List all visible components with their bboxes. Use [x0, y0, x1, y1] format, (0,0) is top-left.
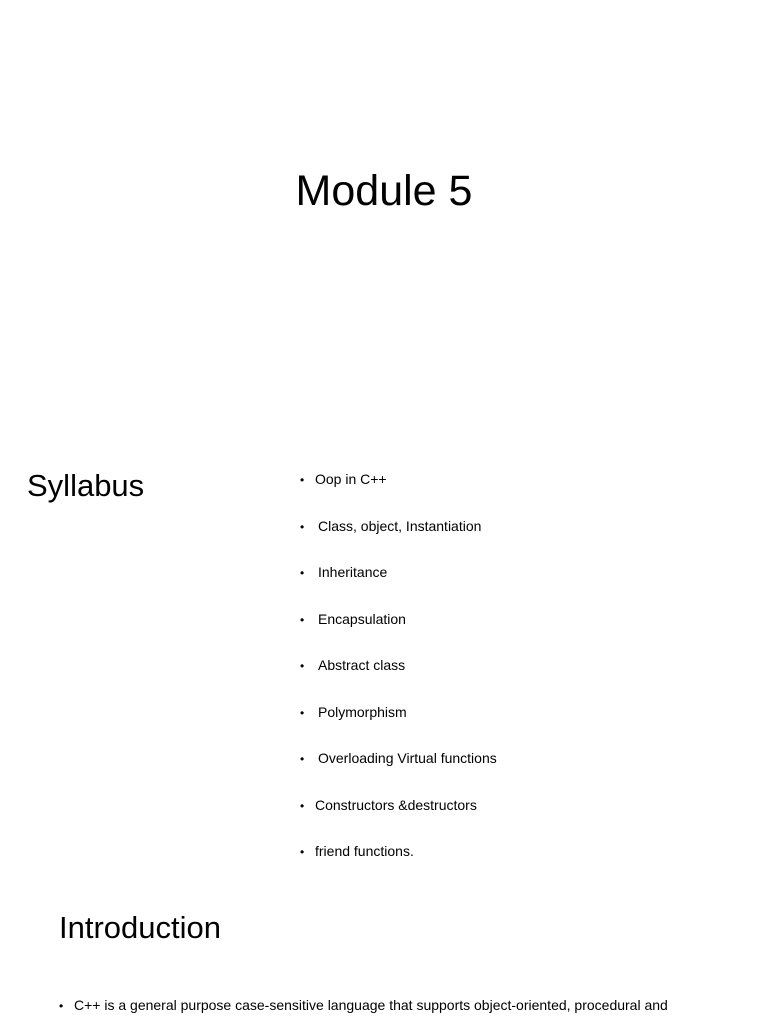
syllabus-item-text: Oop in C++ — [315, 471, 387, 487]
syllabus-heading: Syllabus — [27, 468, 145, 503]
syllabus-item — [300, 655, 497, 675]
bullet-icon: • — [300, 705, 305, 720]
bullet-icon: • — [300, 798, 305, 813]
syllabus-item — [300, 609, 497, 629]
syllabus-item — [300, 748, 497, 768]
bullet-icon: • — [300, 659, 305, 673]
syllabus-list — [300, 469, 497, 888]
bullet-icon: • — [300, 845, 305, 859]
bullet-icon: • — [300, 752, 305, 766]
introduction-bullet — [59, 995, 668, 1016]
syllabus-item — [300, 841, 497, 861]
bullet-icon: • — [59, 999, 64, 1013]
slide-title: Module 5 — [295, 167, 473, 215]
bullet-icon: • — [300, 473, 305, 487]
syllabus-item — [300, 795, 497, 815]
syllabus-item-text: Abstract class — [318, 657, 406, 673]
bullet-icon: • — [300, 566, 305, 580]
syllabus-item-text: Inheritance — [318, 564, 388, 580]
syllabus-item-text: Encapsulation — [318, 610, 406, 627]
bullet-icon: • — [300, 612, 305, 627]
syllabus-item-text: Constructors &destructors — [315, 796, 477, 813]
introduction-bullet-text: C++ is a general purpose case-sensitive language that supports object-oriented, procedural and — [74, 997, 668, 1013]
introduction-heading: Introduction — [59, 910, 221, 945]
syllabus-item-text: Class, object, Instantiation — [318, 517, 482, 534]
syllabus-item — [300, 702, 497, 722]
bullet-icon: • — [300, 519, 305, 534]
syllabus-item — [300, 516, 497, 536]
syllabus-item — [300, 562, 497, 582]
syllabus-item — [300, 469, 497, 489]
syllabus-item-text: Overloading Virtual functions — [318, 750, 497, 766]
syllabus-item-text: friend functions. — [315, 843, 414, 859]
syllabus-item-text: Polymorphism — [318, 703, 407, 720]
